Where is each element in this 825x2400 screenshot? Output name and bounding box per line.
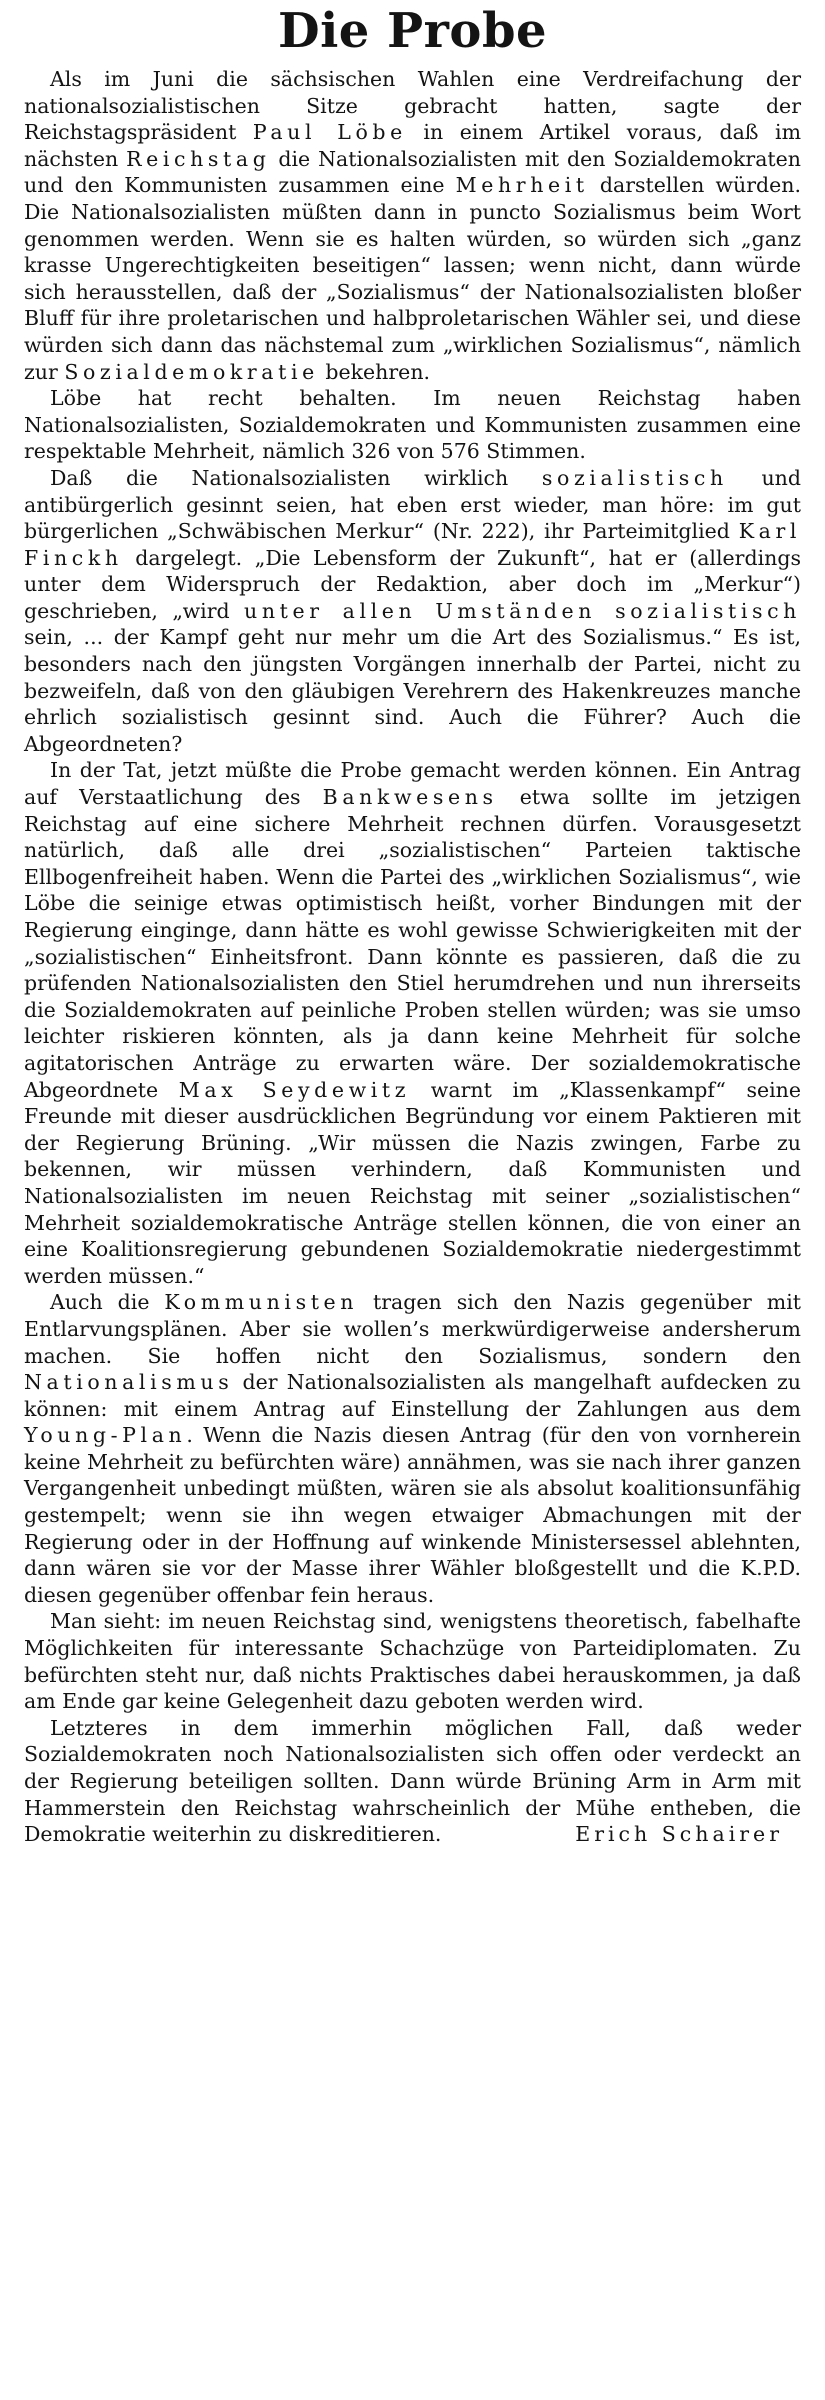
spaced-emphasis: Young-Plan bbox=[24, 1423, 187, 1448]
text-run: Daß die Nationalsozialisten wirklich bbox=[50, 465, 542, 490]
text-run: sein, ... der Kampf geht nur mehr um die Art des Sozialismus.“ Es ist, besonders nach den jüngsten Vorgängen innerhalb der Partei, nicht zu bezweifeln, daß von den gläubigen Verehrern des Hakenkreuzes manche ehrlich sozialistisch gesinnt sind. Auch die Führer? Auch die Abgeordneten? bbox=[24, 625, 801, 756]
text-run: tragen sich den Nazis gegenüber mit Entlarvungsplänen. Aber sie wollen’s merkwürdigerweise andersherum machen. Sie hoffen nicht den Sozialismus, sondern den bbox=[24, 1290, 801, 1368]
spaced-emphasis: sozialistisch bbox=[541, 465, 728, 490]
text-run: Letzteres in dem immerhin möglichen Fall, daß weder Sozialdemokraten noch Nationalsozialisten sich offen oder verdeckt an der Regierung beteiligen sollten. Dann würde Brüning Arm in Arm mit Hammerstein den Reichstag wahrscheinlich der Mühe entheben, die Demokratie weiterhin zu diskreditieren. bbox=[24, 1715, 801, 1847]
spaced-emphasis: Sozialdemokratie bbox=[64, 359, 319, 384]
text-run: in einem Artikel voraus, daß im nächsten bbox=[24, 120, 802, 171]
paragraph bbox=[24, 465, 801, 758]
text-run: die Nationalsozialisten mit den Sozialdemokraten und den Kommunisten zusammen eine bbox=[24, 146, 801, 198]
spaced-emphasis: Max Seydewitz bbox=[178, 1077, 411, 1102]
paragraph bbox=[24, 385, 801, 465]
text-run: Als im Juni die sächsischen Wahlen eine Verdreifachung der nationalsozialistischen Sitze gebracht hatten, sagte der Reichstagspräsident bbox=[24, 67, 801, 145]
paragraph bbox=[24, 1608, 801, 1714]
spaced-emphasis: Mehrheit bbox=[455, 173, 589, 198]
text-run: warnt im „Klassenkampf“ seine Freunde mit dieser ausdrücklichen Begründung vor einem Paktieren mit der Regierung Brüning. „Wir müssen die Nazis zwingen, Farbe zu bekennen, wir müssen verhindern, daß Kommunisten und Nationalsozialisten im neuen Reichstag mit seiner „sozialistischen“ Mehrheit sozialdemokratische Anträge stellen können, die von einer an eine Koalitionsregierung gebundenen Sozialdemokratie niedergestimmt werden müssen.“ bbox=[24, 1077, 802, 1288]
article-title: Die Probe bbox=[277, 3, 548, 59]
spaced-emphasis: Karl Finckh bbox=[24, 519, 801, 570]
text-run: In der Tat, jetzt müßte die Probe gemacht werden können. Ein Antrag auf Verstaatlichung des bbox=[24, 758, 801, 810]
article-body bbox=[24, 66, 801, 1848]
text-run: . Wenn die Nazis diesen Antrag (für den von vornherein keine Mehrheit zu befürchten wäre) annähmen, was sie nach ihrer ganzen Vergangenheit unbedingt müßten, wären sie als absolut koalitionsunfähig gestempelt; wenn sie ihn wegen etwaiger Abmachungen mit der Regierung oder in der Hoffnung auf winkende Ministersessel ablehnten, dann wären sie vor der Masse ihrer Wähler bloßgestellt und die K.P.D. diesen gegenüber offenbar fein heraus. bbox=[24, 1423, 801, 1607]
text-run: Löbe hat recht behalten. Im neuen Reichstag haben Nationalsozialisten, Sozialdemokraten und Kommunisten zusammen eine respektable Mehrheit, nämlich 326 von 576 Stimmen. bbox=[24, 386, 801, 464]
text-run: Auch die bbox=[50, 1290, 165, 1315]
paragraph bbox=[24, 1289, 801, 1608]
text-run: Man sieht: im neuen Reichstag sind, wenigstens theoretisch, fabelhafte Möglichkeiten für interessante Schachzüge von Parteidiplomaten. Zu befürchten steht nur, daß nichts Praktisches dabei herauskommen, ja daß am Ende gar keine Gelegenheit dazu geboten werden wird. bbox=[24, 1609, 801, 1714]
spaced-emphasis: Paul Löbe bbox=[252, 120, 407, 145]
text-run: darstellen würden. Die Nationalsozialisten müßten dann in puncto Sozialismus beim Wort genommen werden. Wenn sie es halten würden, so würden sich „ganz krasse Ungerechtigkeiten beseitigen“ lassen; wenn nicht, dann würde sich herausstellen, daß der „Sozialismus“ der Nationalsozialisten bloßer Bluff für ihre proletarischen und halbproletarischen Wähler sei, und diese würden sich dann das nächstemal zum „wirklichen Sozialismus“, nämlich zur bbox=[24, 173, 802, 384]
spaced-emphasis: Kommunisten bbox=[164, 1290, 359, 1315]
text-run: und antibürgerlich gesinnt seien, hat eben erst wieder, man höre: im gut bürgerlichen „Schwäbischen Merkur“ (Nr. 222), ihr Parteimitglied bbox=[24, 465, 802, 544]
paragraph bbox=[24, 66, 801, 385]
text-run: bekehren. bbox=[318, 359, 431, 384]
spaced-emphasis: Bankwesens bbox=[322, 785, 498, 810]
text-run: der Nationalsozialisten als mangelhaft aufdecken zu können: mit einem Antrag auf Einstellung der Zahlungen aus dem bbox=[24, 1370, 801, 1421]
spaced-emphasis: Nationalismus bbox=[24, 1370, 234, 1395]
paragraph bbox=[24, 757, 801, 1289]
author-signature: Erich Schairer bbox=[575, 1822, 783, 1847]
text-run: dargelegt. „Die Lebensform der Zukunft“, hat er (allerdings unter dem Widerspruch der Redaktion, aber doch im „Merkur“) geschrieben, „wird bbox=[24, 545, 801, 623]
spaced-emphasis: unter allen Umständen sozialistisch bbox=[244, 598, 801, 623]
spaced-emphasis: Reichstag bbox=[126, 146, 271, 171]
text-run: etwa sollte im jetzigen Reichstag auf eine sichere Mehrheit rechnen dürfen. Vorausgesetzt natürlich, daß alle drei „sozialistischen“ Parteien taktische Ellbogenfreiheit haben. Wenn die Partei des „wirklichen Sozialismus“, wie Löbe die seinige etwas optimistisch heißt, vorher Bindungen mit der Regierung einginge, dann hätte es wohl gewisse Schwierigkeiten mit der „sozialistischen“ Einheitsfront. Dann könnte es passieren, daß die zu prüfenden Nationalsozialisten den Stiel herumdrehen und nun ihrerseits die Sozialdemokraten auf peinliche Proben stellen würden; was sie umso leichter riskieren könnten, als ja dann keine Mehrheit für solche agitatorischen Anträge zu erwarten wäre. Der sozialdemokratische Abgeordnete bbox=[24, 785, 801, 1102]
